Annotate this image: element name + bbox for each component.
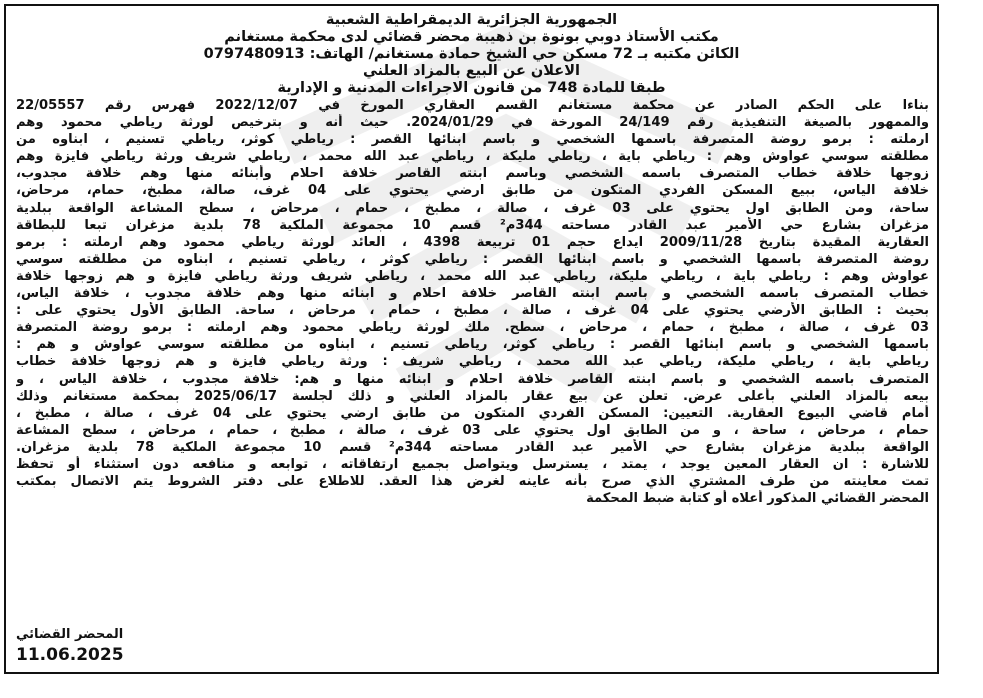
- body-line: المتصرف باسمه الشخصي و باسم ابنته القاصر خلافة احلام و ابنائه منها و هم: خلافة مجدوب ، خلافة الياس ، و: [16, 371, 929, 387]
- body-line: مزغران بشارع حي الأمير عبد القادر مساحته 344م² قسم 10 مجموعة الملكية 78 بلدية مزغران تبعا للبطاقة: [16, 217, 929, 233]
- body-line: أمام قاضي البيوع العقارية. التعيين: المسكن الفردي المتكون من طابق ارضي يحتوي على 04 غرف ، صالة ، مطبخ ،: [16, 405, 929, 421]
- notice-title: الاعلان عن البيع بالمزاد العلني: [363, 63, 580, 79]
- body-line: تمت معاينته من طرف المشتري الذي صرح بأنه عاينه لغرض هذا العقد. للاطلاع على دفتر الشروط يتم الاتصال بمكتب: [16, 474, 929, 490]
- signature-title: المحضر القضائي: [16, 627, 124, 642]
- body-line: المحضر القضائي المذكور أعلاه أو كتابة ضبط المحكمة: [586, 491, 929, 507]
- body-line: للاشارة : ان العقار المعين يوجد ، يمتد ، يسترسل ويتواصل بجميع ارتفاقاته ، توابعه و منافعه دون استثناء أو تحفظ: [16, 456, 929, 472]
- body-line: خطاب المتصرف باسمه الشخصي و باسم ابنته القاصر خلافة احلام و ابنائه منها وهم خلافة مجدوب ، خلافة الياس،: [16, 286, 929, 302]
- body-line: والممهور بالصيغة التنفيذية رقم 24/149 المورخة في 2024/01/29. حيث أنه و بترخيص لورثة رياطي محمود وهم: [16, 115, 929, 131]
- signature-block: [16, 626, 124, 666]
- body-line: بيعه بالمزاد العلني بأعلى عرض. تعلن عن بيع عقار بالمزاد العلني و ذلك لجلسة 2025/06/17 بمحكمة مستغانم وذلك: [16, 388, 929, 404]
- body-line: مطلقته سوسي عواوش وهم : رياطي باية ، رياطي مليكة ، رياطي عبد الله محمد ، رياطي شريف ورثة رياطي فايزة وهم: [16, 149, 929, 165]
- body-line: ساحة، ومن الطابق اول يحتوي على 03 غرف ، صالة ، مطبخ ، حمام ، مرحاض ، سطح المشاعة الواقعة ببلدية: [16, 200, 929, 216]
- body-line: رياطي باية ، رياطي مليكة، رياطي عبد الله محمد ، رياطي شريف : ورثة رياطي فايزة و هم زوجها خلافة خطاب: [16, 354, 929, 370]
- body-line: زوجها خلافة خطاب المتصرف باسمه الشخصي وباسم ابنته القاصر خلافة احلام وأبنائه منها وهم خلافة مجدوب،: [16, 166, 929, 182]
- notice-body: [6, 97, 937, 507]
- body-line: حمام ، مرحاض ، ساحة ، و من الطابق اول يحتوي على 03 غرف ، صالة ، مطبخ ، حمام ، مرحاض ، سطح المشاعة: [16, 422, 929, 438]
- signature-date: 11.06.2025: [16, 645, 124, 665]
- republic-title: الجمهورية الجزائرية الديمقراطية الشعبية: [325, 12, 618, 28]
- body-line: بحيث : الطابق الأرضي يحتوي على 04 غرف ، صالة ، مطبخ ، حمام ، مرحاض ، ساحة. الطابق الأول يحتوي على :: [16, 303, 929, 319]
- notice-header: [6, 6, 937, 97]
- body-line: 03 غرف ، صالة ، مطبخ ، حمام ، مرحاض ، سطح. ملك لورثة رياطي محمود وهم ارملته : برمو روضة المتصرفة: [16, 320, 929, 336]
- body-line: باسمها الشخصي و باسم ابنائها القصر : رياطي كوثر، رياطي تسنيم ، ابناوه من مطلقته سوسي عواوش و هم :: [16, 337, 929, 353]
- body-line: روضة المتصرفة باسمها الشخصي و باسم ابنائها القصر : رياطي كوثر ، رياطي تسنيم ، ابناوه من مطلقته سوسي: [16, 251, 929, 267]
- body-line: بناءا على الحكم الصادر عن محكمة مستغانم القسم العقاري المورخ في 2022/12/07 فهرس رقم 22/05557: [16, 98, 929, 113]
- body-line: خلافة الياس، ببيع المسكن الفردي المتكون من طابق ارضي يحتوي على 04 غرف، صالة، مطبخ، حمام، مرحاض،: [16, 183, 929, 199]
- body-line: عواوش وهم : رياطي باية ، رياطي مليكة، رياطي عبد الله محمد ، رياطي شريف ورثة رياطي فايزة و هم زوجها خلافة: [16, 268, 929, 284]
- office-name: مكتب الأستاذ دوبي بونوة بن ذهيبة محضر قضائي لدى محكمة مستغانم: [224, 29, 719, 45]
- body-line: العقارية المقيدة بتاريخ 2009/11/28 ايداع حجم 01 تربيعة 4398 ، العائد لورثة رياطي محمود وهم ارملته : برمو: [16, 234, 929, 250]
- office-address: الكائن مكتبه بـ 72 مسكن حي الشيخ حمادة مستغانم/ الهاتف: 0797480913: [203, 46, 740, 62]
- legal-reference: طبقا للمادة 748 من قانون الاجراءات المدنية و الإدارية: [277, 80, 666, 96]
- auction-notice: [4, 4, 939, 674]
- body-line: ارملته : برمو روضة المتصرفة باسمها الشخصي و باسم ابنائها القصر : رياطي كوثر، رياطي تسنيم ، ابناوه من: [16, 132, 929, 148]
- body-line: الواقعة ببلدية مزغران بشارع حي الأمير عبد القادر مساحته 344م² قسم 10 مجموعة الملكية 78 بلدية مزغران.: [16, 439, 929, 455]
